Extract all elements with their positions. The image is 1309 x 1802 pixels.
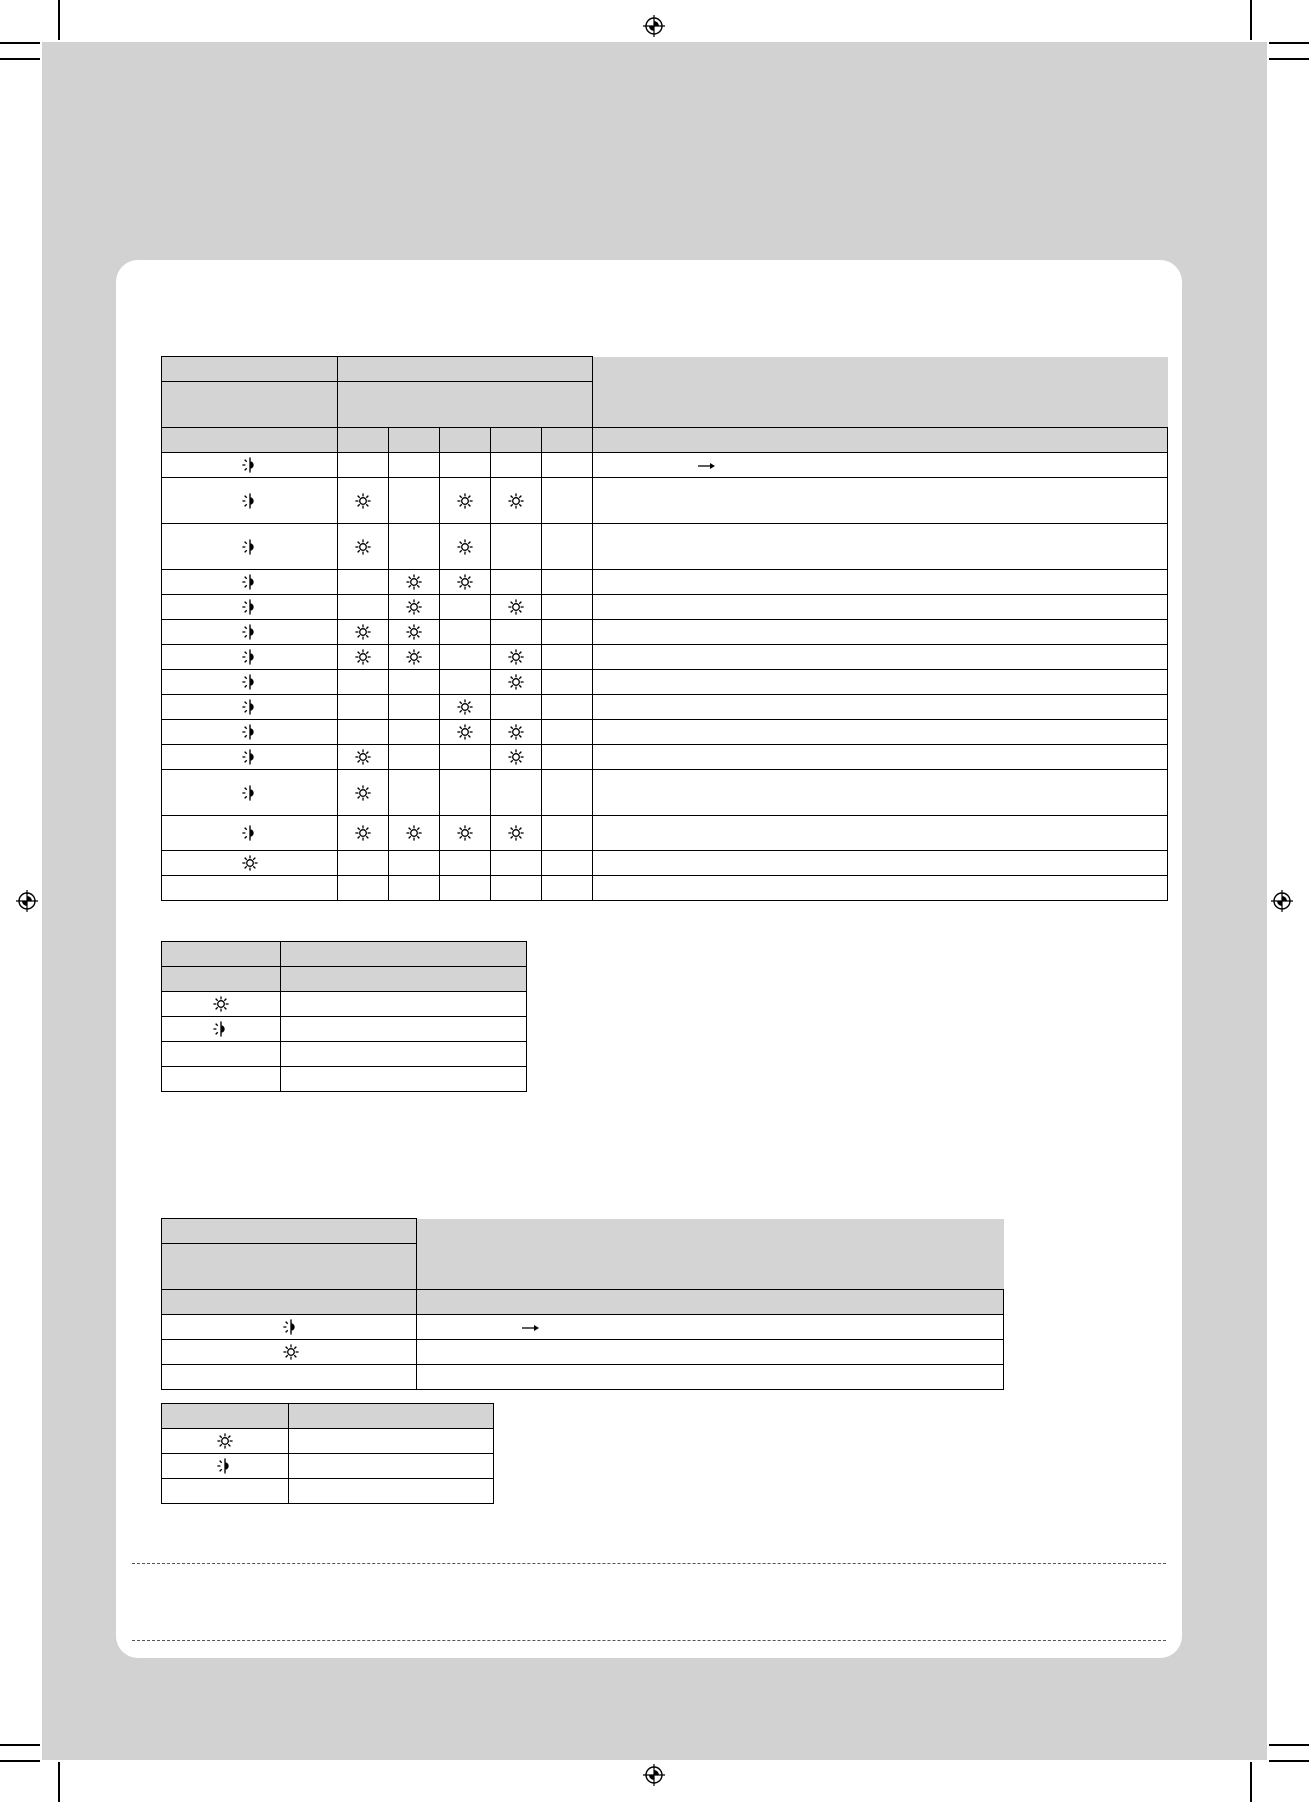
crop-mark	[1250, 0, 1252, 40]
sun-icon	[212, 995, 230, 1013]
led-cell	[542, 670, 593, 695]
led-cell	[338, 720, 389, 745]
description-cell	[593, 478, 1168, 524]
table-row	[162, 816, 1168, 851]
sun-icon	[405, 824, 423, 842]
table-row	[162, 1315, 1004, 1340]
crop-mark	[58, 1762, 60, 1802]
led-cell	[542, 478, 593, 524]
led-status-table	[161, 356, 1168, 901]
led-cell	[491, 570, 542, 595]
description-cell	[417, 1340, 1004, 1365]
header-cell	[338, 382, 593, 428]
crop-mark	[0, 58, 40, 60]
description-cell	[593, 745, 1168, 770]
description-cell	[593, 570, 1168, 595]
half-sun-icon	[241, 623, 259, 641]
led-cell	[338, 876, 389, 901]
crop-mark	[1269, 58, 1309, 60]
led-cell	[389, 478, 440, 524]
meaning-cell	[289, 1429, 494, 1454]
symbol-cell	[162, 1429, 289, 1454]
description-cell	[593, 670, 1168, 695]
table-header-row	[162, 357, 1168, 382]
led-cell	[491, 524, 542, 570]
led-cell	[491, 595, 542, 620]
sun-icon	[216, 1432, 234, 1450]
description-cell	[593, 876, 1168, 901]
led-cell	[440, 670, 491, 695]
description-cell	[417, 1365, 1004, 1390]
symbol-cell	[162, 1479, 289, 1504]
sun-icon	[405, 598, 423, 616]
description-cell	[593, 620, 1168, 645]
led-cell	[542, 816, 593, 851]
led-cell	[542, 851, 593, 876]
symbol-cell	[162, 1454, 289, 1479]
half-sun-icon	[241, 784, 259, 802]
table-row	[162, 745, 1168, 770]
header-cell	[491, 428, 542, 453]
sun-icon	[456, 698, 474, 716]
crop-mark	[0, 42, 40, 44]
status-cell	[162, 695, 338, 720]
crop-mark	[1269, 1760, 1309, 1762]
crop-mark	[58, 0, 60, 40]
half-sun-icon	[241, 698, 259, 716]
status-cell	[162, 670, 338, 695]
note-separator-bottom	[132, 1640, 1166, 1641]
sun-icon	[354, 492, 372, 510]
sun-icon	[456, 723, 474, 741]
status-cell	[162, 620, 338, 645]
led-cell	[440, 770, 491, 816]
meaning-cell	[289, 1479, 494, 1504]
led-cell	[440, 620, 491, 645]
table-row	[162, 770, 1168, 816]
sun-icon	[507, 723, 525, 741]
crop-mark	[0, 1744, 40, 1746]
led-cell	[338, 770, 389, 816]
led-cell	[338, 478, 389, 524]
half-sun-icon	[241, 492, 259, 510]
description-cell	[593, 645, 1168, 670]
header-cell	[162, 382, 338, 428]
sun-icon	[354, 824, 372, 842]
registration-mark-icon	[643, 15, 665, 37]
table-row	[162, 1067, 527, 1092]
led-cell	[542, 876, 593, 901]
table-header-row	[162, 1404, 494, 1429]
registration-mark-icon	[16, 890, 38, 912]
half-sun-icon	[241, 673, 259, 691]
sun-icon	[507, 673, 525, 691]
header-cell	[440, 428, 491, 453]
led-cell	[491, 645, 542, 670]
status-cell	[162, 478, 338, 524]
header-cell	[389, 428, 440, 453]
led-cell	[542, 745, 593, 770]
description-cell	[593, 595, 1168, 620]
led-cell	[440, 595, 491, 620]
table-row	[162, 645, 1168, 670]
table-row	[162, 876, 1168, 901]
led-cell	[491, 620, 542, 645]
sun-icon	[507, 824, 525, 842]
led-cell	[440, 876, 491, 901]
sun-icon	[354, 538, 372, 556]
led-cell	[440, 478, 491, 524]
led-cell	[542, 695, 593, 720]
led-cell	[338, 645, 389, 670]
half-sun-icon	[241, 456, 259, 474]
table-row	[162, 1479, 494, 1504]
header-cell	[162, 1244, 417, 1290]
half-sun-icon	[241, 648, 259, 666]
description-cell	[593, 851, 1168, 876]
header-cell	[417, 1290, 1004, 1315]
led-cell	[389, 620, 440, 645]
table-header-row	[162, 1290, 1004, 1315]
header-cell	[281, 967, 527, 992]
status-cell	[162, 595, 338, 620]
led-cell	[440, 453, 491, 478]
led-cell	[542, 453, 593, 478]
led-cell	[389, 876, 440, 901]
header-cell	[162, 428, 338, 453]
sun-icon	[405, 648, 423, 666]
description-cell	[593, 770, 1168, 816]
led-cell	[338, 670, 389, 695]
meaning-cell	[281, 1067, 527, 1092]
meaning-cell	[281, 1042, 527, 1067]
indicator-status-table	[161, 1218, 1004, 1390]
sun-icon	[507, 748, 525, 766]
sun-icon	[507, 598, 525, 616]
status-cell	[162, 851, 338, 876]
header-cell	[162, 942, 281, 967]
description-cell	[593, 816, 1168, 851]
table-row	[162, 1042, 527, 1067]
table-row	[162, 620, 1168, 645]
table-header-row	[162, 1244, 1004, 1290]
sun-icon	[456, 538, 474, 556]
led-cell	[389, 645, 440, 670]
led-cell	[440, 851, 491, 876]
led-cell	[338, 453, 389, 478]
half-sun-icon	[241, 573, 259, 591]
table-row	[162, 595, 1168, 620]
status-cell	[162, 570, 338, 595]
sun-icon	[282, 1343, 300, 1361]
status-cell	[162, 1365, 417, 1390]
led-cell	[440, 570, 491, 595]
status-cell	[162, 720, 338, 745]
led-cell	[389, 770, 440, 816]
led-cell	[338, 745, 389, 770]
meaning-cell	[281, 1017, 527, 1042]
led-cell	[491, 478, 542, 524]
led-cell	[338, 570, 389, 595]
note-separator-top	[132, 1563, 1166, 1564]
crop-mark	[1250, 1762, 1252, 1802]
led-cell	[389, 745, 440, 770]
symbol-cell	[162, 1067, 281, 1092]
header-cell	[162, 1290, 417, 1315]
crop-mark	[0, 1760, 40, 1762]
led-cell	[338, 524, 389, 570]
led-cell	[440, 720, 491, 745]
half-sun-icon	[241, 824, 259, 842]
led-cell	[389, 695, 440, 720]
led-cell	[491, 876, 542, 901]
led-cell	[338, 816, 389, 851]
sun-icon	[405, 623, 423, 641]
table-row	[162, 478, 1168, 524]
table-row	[162, 695, 1168, 720]
registration-mark-icon	[1271, 890, 1293, 912]
half-sun-icon	[241, 723, 259, 741]
led-cell	[491, 695, 542, 720]
right-arrow-icon	[522, 1324, 540, 1332]
registration-mark-icon	[643, 1764, 665, 1786]
header-cell	[542, 428, 593, 453]
sun-icon	[456, 573, 474, 591]
led-cell	[389, 524, 440, 570]
symbol-cell	[162, 1017, 281, 1042]
led-cell	[542, 770, 593, 816]
half-sun-icon	[212, 1020, 230, 1038]
table-row	[162, 1454, 494, 1479]
sun-icon	[405, 573, 423, 591]
led-cell	[440, 645, 491, 670]
header-cell	[338, 428, 389, 453]
table-row	[162, 851, 1168, 876]
symbol-cell	[162, 992, 281, 1017]
sun-icon	[507, 492, 525, 510]
led-cell	[338, 595, 389, 620]
table-row	[162, 570, 1168, 595]
description-cell	[417, 1315, 1004, 1340]
status-cell	[162, 745, 338, 770]
led-cell	[440, 745, 491, 770]
led-cell	[542, 720, 593, 745]
table-row	[162, 1365, 1004, 1390]
sun-icon	[354, 648, 372, 666]
header-cell	[289, 1404, 494, 1429]
header-cell	[162, 967, 281, 992]
led-cell	[389, 595, 440, 620]
status-cell	[162, 524, 338, 570]
table-header-row	[162, 428, 1168, 453]
status-cell	[162, 1340, 417, 1365]
table-header-row	[162, 942, 527, 967]
table-row	[162, 1429, 494, 1454]
led-cell	[440, 524, 491, 570]
status-cell	[162, 645, 338, 670]
led-cell	[542, 620, 593, 645]
table-row	[162, 670, 1168, 695]
led-cell	[440, 816, 491, 851]
led-cell	[389, 570, 440, 595]
description-cell	[593, 524, 1168, 570]
header-cell	[338, 357, 593, 382]
status-cell	[162, 876, 338, 901]
table-row	[162, 992, 527, 1017]
led-cell	[389, 453, 440, 478]
half-sun-icon	[241, 598, 259, 616]
led-cell	[542, 524, 593, 570]
status-cell	[162, 453, 338, 478]
status-cell	[162, 770, 338, 816]
sun-icon	[354, 748, 372, 766]
half-sun-icon	[216, 1457, 234, 1475]
description-cell	[593, 695, 1168, 720]
led-cell	[542, 595, 593, 620]
indicator-legend-table	[161, 1403, 494, 1504]
symbol-cell	[162, 1042, 281, 1067]
led-cell	[491, 816, 542, 851]
led-cell	[338, 695, 389, 720]
right-arrow-icon	[698, 462, 716, 470]
header-cell	[281, 942, 527, 967]
header-cell	[162, 1404, 289, 1429]
description-cell	[593, 720, 1168, 745]
table-row	[162, 1340, 1004, 1365]
status-cell	[162, 1315, 417, 1340]
meaning-cell	[289, 1454, 494, 1479]
led-cell	[491, 770, 542, 816]
led-cell	[338, 851, 389, 876]
half-sun-icon	[241, 538, 259, 556]
led-cell	[542, 570, 593, 595]
table-row	[162, 453, 1168, 478]
half-sun-icon	[241, 748, 259, 766]
crop-mark	[1269, 1744, 1309, 1746]
led-cell	[491, 720, 542, 745]
led-cell	[491, 453, 542, 478]
status-cell	[162, 816, 338, 851]
sun-icon	[241, 854, 259, 872]
led-legend-table	[161, 941, 527, 1092]
header-cell	[162, 357, 338, 382]
led-cell	[389, 851, 440, 876]
led-cell	[440, 695, 491, 720]
table-row	[162, 1017, 527, 1042]
led-cell	[389, 720, 440, 745]
half-sun-icon	[282, 1318, 300, 1336]
table-header-row	[162, 967, 527, 992]
description-cell	[593, 453, 1168, 478]
led-cell	[491, 670, 542, 695]
table-row	[162, 524, 1168, 570]
led-cell	[389, 670, 440, 695]
led-cell	[491, 851, 542, 876]
led-cell	[338, 620, 389, 645]
crop-mark	[1269, 42, 1309, 44]
meaning-cell	[281, 992, 527, 1017]
led-cell	[542, 645, 593, 670]
table-header-row	[162, 382, 1168, 428]
led-cell	[389, 816, 440, 851]
table-header-row	[162, 1219, 1004, 1244]
sun-icon	[507, 648, 525, 666]
header-cell	[162, 1219, 417, 1244]
led-cell	[491, 745, 542, 770]
table-row	[162, 720, 1168, 745]
sun-icon	[354, 623, 372, 641]
sun-icon	[456, 824, 474, 842]
header-cell	[593, 428, 1168, 453]
sun-icon	[354, 784, 372, 802]
sun-icon	[456, 492, 474, 510]
